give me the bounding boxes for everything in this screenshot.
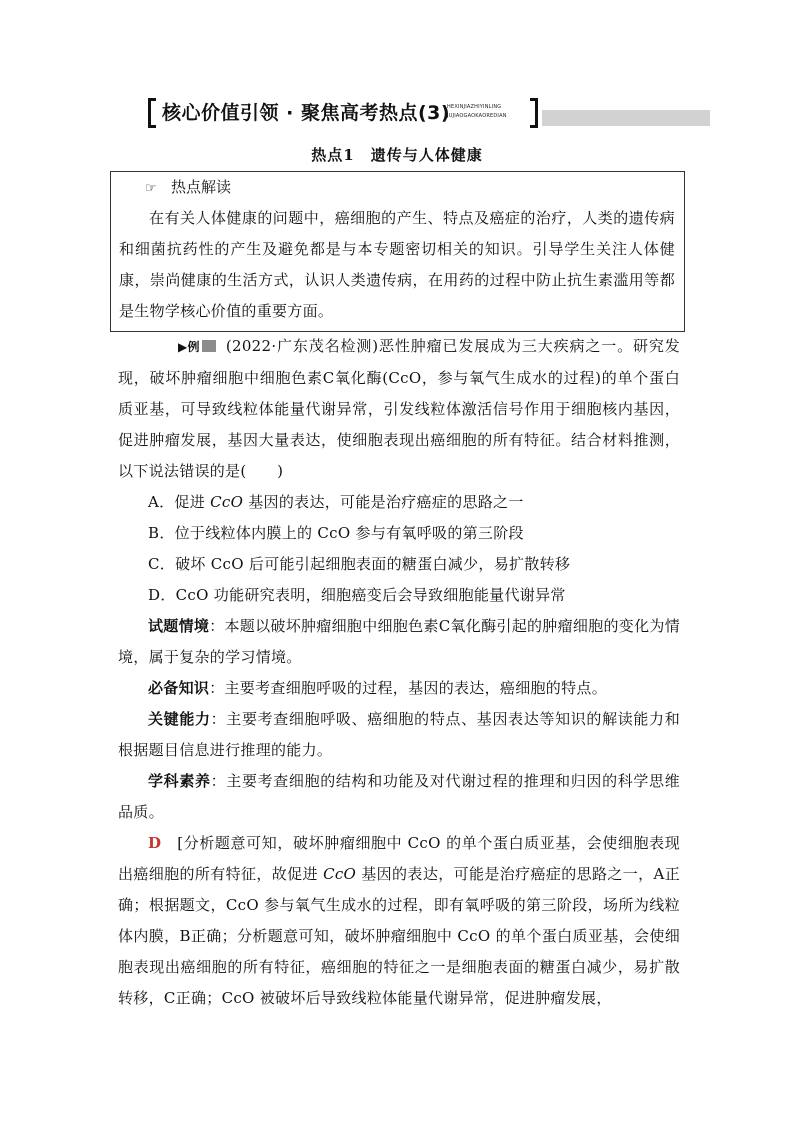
box-body: 在有关人体健康的问题中，癌细胞的产生、特点及癌症的治疗，人类的遗传病和细菌抗药性的产生及避免都是与本专题密切相关的知识。引导学生关注人体健康，崇尚健康的生活方式，认识人类遗传病，在用药的过程中防止抗生素滥用等都是生物学核心价值的重要方面。 xyxy=(119,209,675,320)
answer-explanation: D [分析题意可知，破坏肿瘤细胞中 CcO 的单个蛋白质亚基，会使细胞表现出癌细胞的所有特征，故促进 CcO 基因的表达，可能是治疗癌症的思路之一，A正确；根据题文，CcO 参与氧气生成水的过程，即有氧呼吸的第三阶段，场所为线粒体内膜，B正确；分析题意可知，破坏肿瘤细胞中 CcO 的单个蛋白质亚基，会使细胞表现出癌细胞的所有特征，癌细胞的特征之一是细胞表面的糖蛋白减少，易扩散转移，C正确；CcO 被破坏后导致线粒体能量代谢异常，促进肿瘤发展， xyxy=(118,834,680,1007)
option-a: A．促进 CcO 基因的表达，可能是治疗癌症的思路之一 xyxy=(148,493,524,511)
box-heading: ☞ 热点解读 xyxy=(145,176,231,200)
example-box-icon xyxy=(202,340,216,352)
left-bracket xyxy=(148,98,156,128)
analysis-ability: 关键能力：主要考查细胞呼吸、癌细胞的特点、基因表达等知识的解读能力和根据题目信息进行推理的能力。 xyxy=(118,710,680,759)
right-bracket xyxy=(530,98,538,128)
hotspot-box xyxy=(110,171,685,332)
option-c: C．破坏 CcO 后可能引起细胞表面的糖蛋白减少，易扩散转移 xyxy=(148,555,571,573)
section-pinyin: HEXINJIAZHIYINLING JUJIAOGAOKAOREDIAN xyxy=(447,104,507,119)
section-header xyxy=(148,98,710,130)
analysis-situation: 试题情境：本题以破坏肿瘤细胞中细胞色素C氧化酶引起的肿瘤细胞的变化为情境，属于复杂的学习情境。 xyxy=(118,617,680,666)
example-stem: ▶例 (2022·广东茂名检测)恶性肿瘤已发展成为三大疾病之一。研究发现，破坏肿瘤细胞中细胞色素C氧化酶(CcO，参与氧气生成水的过程)的单个蛋白质亚基，可导致线粒体能量代谢异常，引发线粒体激活信号作用于细胞核内基因，促进肿瘤发展，基因大量表达，使细胞表现出癌细胞的所有特征。结合材料推测，以下说法错误的是( ) xyxy=(118,331,680,487)
section-title: 核心价值引领 · 聚焦高考热点(3) xyxy=(162,102,451,124)
main-content xyxy=(118,331,680,1014)
option-b: B．位于线粒体内膜上的 CcO 参与有氧呼吸的第三阶段 xyxy=(148,524,524,542)
option-d: D．CcO 功能研究表明，细胞癌变后会导致细胞能量代谢异常 xyxy=(148,586,566,604)
example-mark: ▶例 xyxy=(178,340,200,354)
header-gray-band xyxy=(542,110,710,126)
hotspot-title: 热点1 遗传与人体健康 xyxy=(311,146,483,164)
pointing-hand-icon: ☞ xyxy=(145,181,157,196)
analysis-knowledge: 必备知识：主要考查细胞呼吸的过程，基因的表达，癌细胞的特点。 xyxy=(148,679,608,697)
answer-letter: D xyxy=(148,834,162,852)
analysis-literacy: 学科素养：主要考查细胞的结构和功能及对代谢过程的推理和归因的科学思维品质。 xyxy=(118,772,680,821)
